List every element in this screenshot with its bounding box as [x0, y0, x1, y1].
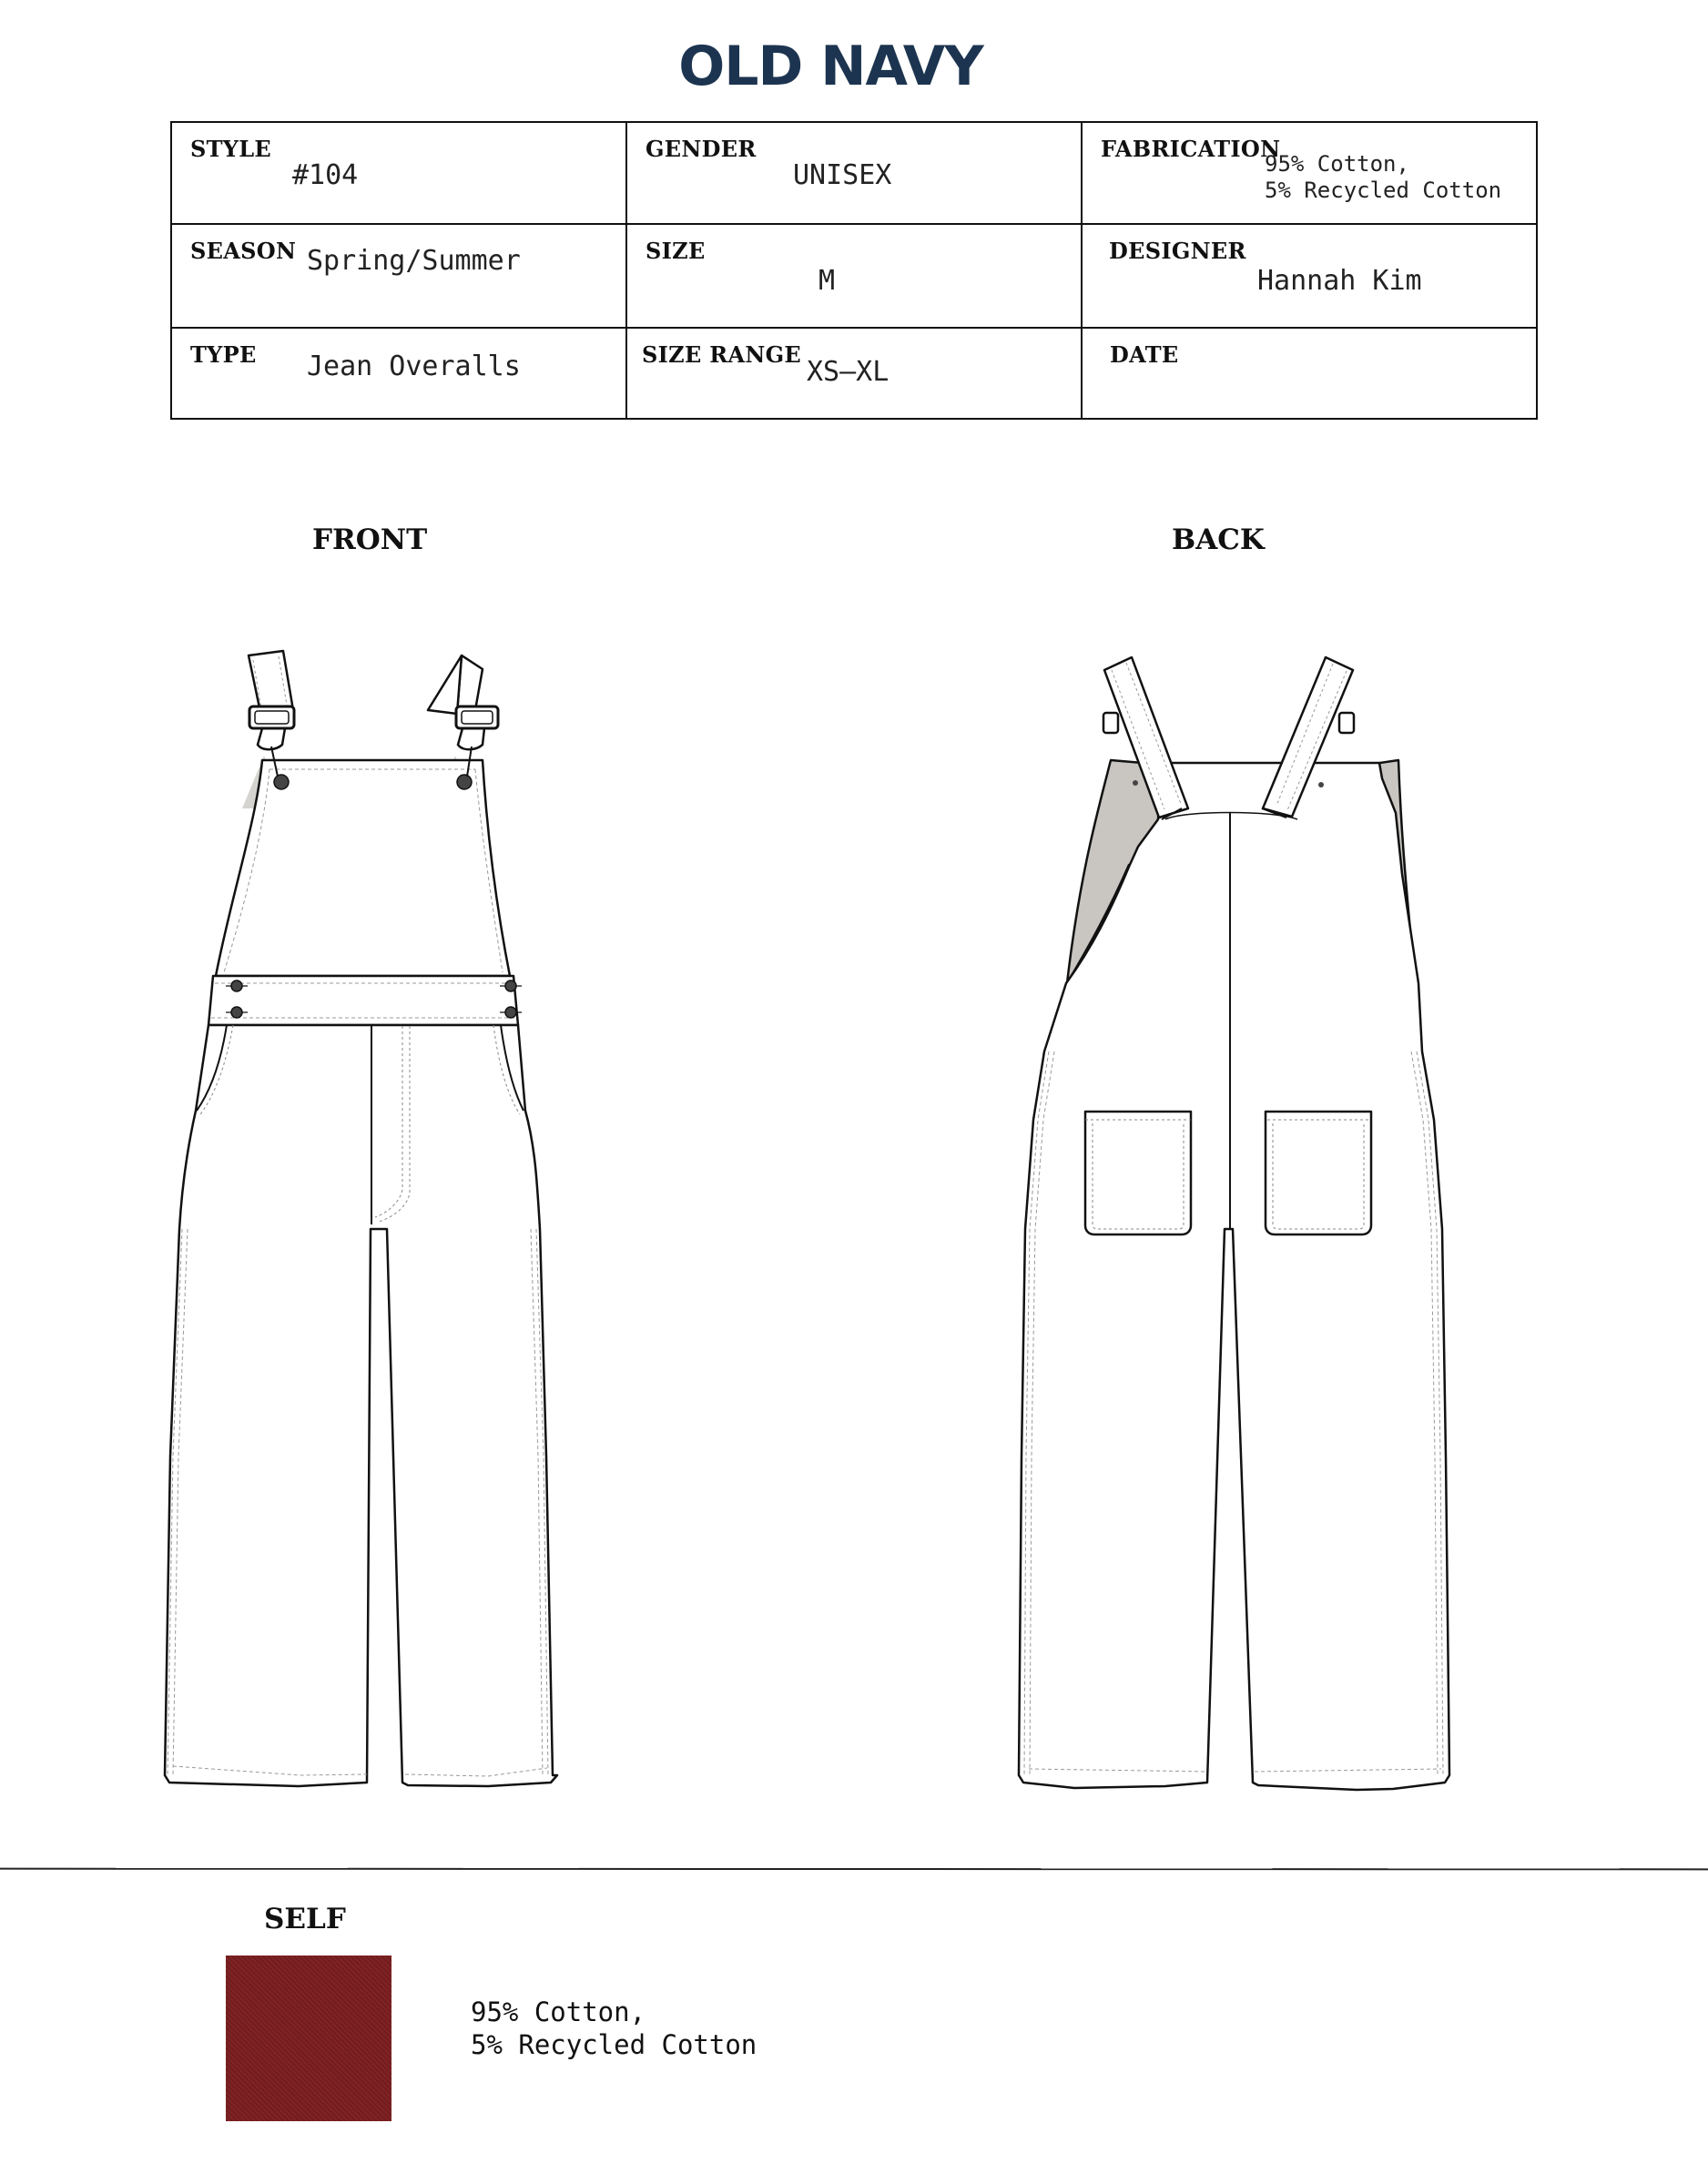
size-range-value: XS–XL	[807, 356, 890, 388]
date-cell	[1082, 328, 1537, 419]
back-overalls-sketch	[1001, 637, 1466, 1812]
front-view-label: FRONT	[312, 523, 428, 556]
size-value: M	[818, 265, 836, 297]
style-label: STYLE	[190, 136, 271, 162]
section-divider	[0, 1868, 1708, 1871]
fabrication-label: FABRICATION	[1101, 136, 1281, 162]
season-cell	[171, 224, 626, 328]
season-label: SEASON	[190, 238, 297, 264]
size-range-cell	[626, 328, 1082, 419]
gender-cell	[626, 122, 1082, 224]
season-value: Spring/Summer	[307, 245, 521, 277]
front-overalls-sketch	[155, 637, 592, 1812]
self-label: SELF	[264, 1903, 346, 1935]
back-view-label: BACK	[1172, 523, 1265, 556]
designer-value: Hannah Kim	[1257, 265, 1422, 297]
gender-label: GENDER	[646, 136, 757, 162]
fabrication-value-line1: 95% Cotton,	[1265, 151, 1409, 177]
self-fabric-description	[471, 1996, 757, 2061]
fabrication-value-line2: 5% Recycled Cotton	[1265, 178, 1502, 203]
type-cell	[171, 328, 626, 419]
type-value: Jean Overalls	[307, 350, 521, 382]
designer-cell	[1082, 224, 1537, 328]
self-fabric-swatch	[226, 1956, 391, 2121]
style-value: #104	[292, 159, 359, 191]
gender-value: UNISEX	[793, 159, 892, 191]
self-fabric-line1: 95% Cotton,	[471, 1996, 646, 2027]
spec-table	[170, 121, 1538, 420]
date-label: DATE	[1110, 341, 1179, 368]
designer-label: DESIGNER	[1109, 238, 1246, 264]
fabrication-cell	[1082, 122, 1537, 224]
self-fabric-line2: 5% Recycled Cotton	[471, 2029, 757, 2060]
brand-title: OLD NAVY	[678, 35, 983, 98]
size-label: SIZE	[646, 238, 706, 264]
size-range-label: SIZE RANGE	[642, 341, 802, 368]
type-label: TYPE	[190, 341, 257, 368]
size-cell	[626, 224, 1082, 328]
style-cell	[171, 122, 626, 224]
